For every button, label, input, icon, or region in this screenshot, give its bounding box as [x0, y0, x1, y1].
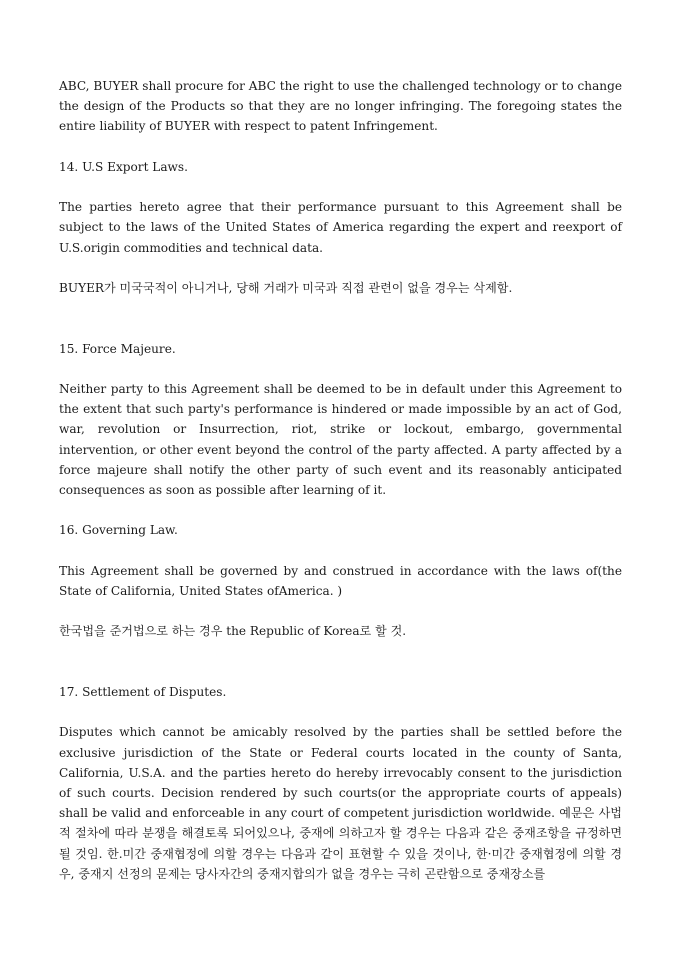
- section-15-body: Neither party to this Agreement shall be deemed to be in default under this Agreement to the extent that such party's performance is hindered or made impossible by an act of God, war, revolution or Insurrection, riot, strike or lockout, embargo, governmental intervention, or other event beyond the control of the party affected. A party affected by a force majeure shall notify the other party of such event and its reasonably anticipated consequences as soon as possible after learning of it.: [59, 381, 622, 497]
- document-page: [59, 76, 622, 884]
- section-14-body: The parties hereto agree that their performance pursuant to this Agreement shall be subject to the laws of the United States of America regarding the expert and reexport of U.S.origin commodities and technical data.: [59, 200, 622, 255]
- section-16-note: 한국법을 준거법으로 하는 경우 the Republic of Korea로 할 것.: [59, 624, 407, 639]
- section-17-body: Disputes which cannot be amicably resolved by the parties shall be settled before the exclusive jurisdiction of the State or Federal courts located in the county of Santa, California, U.S.A. and the parties hereto do hereby irrevocably consent to the jurisdiction of such courts. Decision rendered by such courts(or the appropriate courts of appeals) shall be valid and enforceable in any court of competent jurisdiction worldwide. 예문은 사법적 절차에 따라 분쟁을 해결토록 되어있으나, 중재에 의하고자 할 경우는 다음과 같은 중재조항을 규정하면 될 것임. 한.미간 중재협정에 의할 경우는 다음과 같이 표현할 수 있을 것이나, 한·미간 중재협정에 의할 경우, 중재지 선정의 문제는 당사자간의 중재지합의가 없을 경우는 극히 곤란함으로 중재장소를: [59, 725, 622, 881]
- section-16-body: This Agreement shall be governed by and construed in accordance with the laws of(the State of California, United States ofAmerica. ): [59, 563, 622, 598]
- continued-paragraph: ABC, BUYER shall procure for ABC the right to use the challenged technology or to change the design of the Products so that they are no longer infringing. The foregoing states the entire liability of BUYER with respect to patent Infringement.: [59, 79, 622, 134]
- section-14-heading: 14. U.S Export Laws.: [59, 159, 188, 174]
- section-14-note: BUYER가 미국국적이 아니거나, 당해 거래가 미국과 직접 관련이 없을 경우는 삭제함.: [59, 280, 513, 295]
- section-16-heading: 16. Governing Law.: [59, 523, 178, 538]
- section-17-heading: 17. Settlement of Disputes.: [59, 684, 227, 699]
- section-15-heading: 15. Force Majeure.: [59, 341, 176, 356]
